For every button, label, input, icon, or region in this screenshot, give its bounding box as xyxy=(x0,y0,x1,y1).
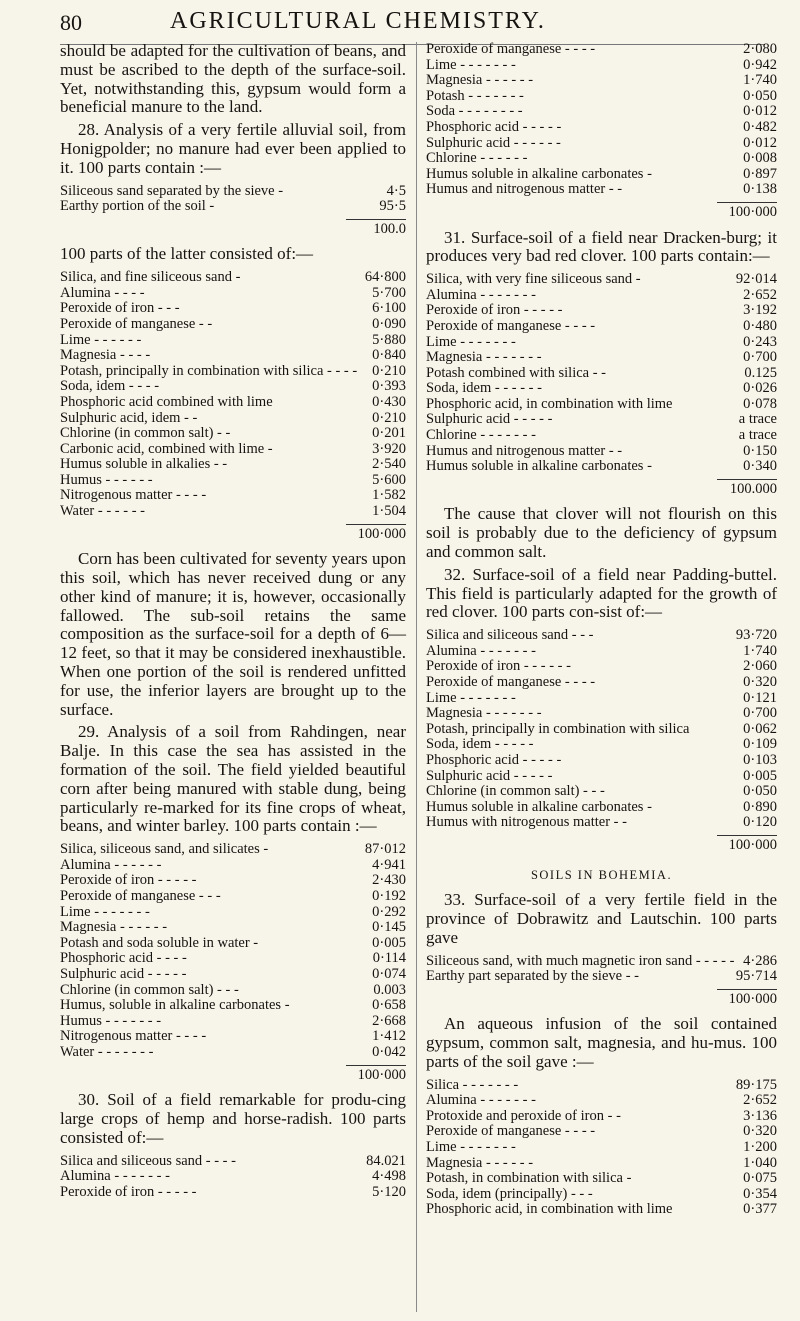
row-value: 2·060 xyxy=(743,658,777,675)
table-row xyxy=(426,691,777,707)
row-value: 95·714 xyxy=(735,968,777,985)
row-value: 0·120 xyxy=(743,814,777,831)
row-value: 4·941 xyxy=(372,856,406,873)
row-value: 0·292 xyxy=(372,903,406,920)
row-value: 0·393 xyxy=(372,378,406,395)
table-row xyxy=(60,873,406,889)
row-value: 1·412 xyxy=(372,1028,406,1045)
row-value: 0·121 xyxy=(743,689,777,706)
total-rule xyxy=(346,1065,406,1066)
table-row xyxy=(426,303,777,319)
row-value: 0·012 xyxy=(743,134,777,151)
row-value: 0·320 xyxy=(743,674,777,690)
row-value: 0·042 xyxy=(372,1043,406,1060)
row-label: Nitrogenous matter - - - - xyxy=(60,1029,207,1045)
total-rule xyxy=(717,989,777,990)
row-value: 2·430 xyxy=(372,872,406,889)
row-label: Peroxide of iron - - - - - xyxy=(60,873,197,889)
table-33b xyxy=(426,1078,777,1218)
table-33a xyxy=(426,954,777,985)
row-value: 2·080 xyxy=(743,41,777,57)
table-row xyxy=(426,969,777,985)
row-label: Humus with nitrogenous matter - - xyxy=(426,815,627,831)
row-label: Soda, idem - - - - - xyxy=(426,737,534,753)
row-label: Potash, in combination with silica - xyxy=(426,1171,632,1187)
row-label: Potash combined with silica - - xyxy=(426,365,607,381)
row-label: Water - - - - - - - xyxy=(60,1044,154,1060)
row-value: 0·026 xyxy=(743,380,777,397)
table-row xyxy=(426,182,777,198)
row-label: Silica and siliceous sand - - - - xyxy=(60,1153,236,1169)
row-label: Alumina - - - - - - - xyxy=(426,1093,536,1109)
table-row xyxy=(60,317,406,333)
table-row xyxy=(60,442,406,458)
row-label: Peroxide of manganese - - - - xyxy=(426,318,596,334)
table-row xyxy=(426,722,777,738)
table-row xyxy=(60,184,406,200)
table-row xyxy=(426,1156,777,1172)
row-label: Peroxide of iron - - - - - xyxy=(60,1184,197,1200)
row-label: Humus and nitrogenous matter - - xyxy=(426,182,623,198)
right-column xyxy=(426,42,777,1222)
row-label: Sulphuric acid - - - - - - xyxy=(426,135,561,151)
row-value: 5·880 xyxy=(372,331,406,348)
row-label: Lime - - - - - - - xyxy=(426,690,516,706)
row-label: Alumina - - - - xyxy=(60,285,145,301)
row-value: 0·243 xyxy=(743,333,777,350)
row-value: 0·377 xyxy=(743,1201,777,1218)
table-row xyxy=(426,954,777,970)
row-label: Magnesia - - - - - - xyxy=(426,73,534,89)
row-value: 0·201 xyxy=(372,425,406,442)
row-value: 64·800 xyxy=(364,269,406,286)
table-row xyxy=(60,1045,406,1061)
row-value: 0·050 xyxy=(743,87,777,104)
table-29-total: 100·000 xyxy=(357,1066,406,1083)
table-row xyxy=(426,800,777,816)
table-row xyxy=(426,675,777,691)
row-label: Lime - - - - - - xyxy=(60,332,142,348)
row-label: Humus and nitrogenous matter - - xyxy=(426,443,623,459)
table-row xyxy=(60,395,406,411)
table-row xyxy=(60,1154,406,1170)
row-value: 0·114 xyxy=(372,950,406,967)
row-value: 6·100 xyxy=(372,300,406,317)
row-label: Chlorine - - - - - - xyxy=(426,151,528,167)
table-row xyxy=(426,104,777,120)
row-label: Peroxide of iron - - - xyxy=(60,301,180,317)
row-value: 0·942 xyxy=(743,56,777,73)
row-label: Potash, principally in combination with silica - - - - xyxy=(60,363,358,379)
table-row xyxy=(60,379,406,395)
row-value: 0·090 xyxy=(372,315,406,332)
table-31 xyxy=(426,272,777,475)
row-value: 0·192 xyxy=(372,887,406,904)
row-value: 0·075 xyxy=(743,1170,777,1187)
row-value: 0·430 xyxy=(372,393,406,410)
table-row xyxy=(426,1187,777,1203)
paragraph-corn: Corn has been cultivated for seventy years upon this soil, which has never received dung or any other kind of manure; it is, however, occasionally fallowed. The sub-soil retains the same composition as the surface-soil for a depth of 6—12 feet, so that it may be considered inexhaustible. When one portion of the soil is rendered unfitted for use, the inferior layers are brought up to the surface. xyxy=(60,549,406,719)
table-row xyxy=(60,998,406,1014)
table-row xyxy=(60,301,406,317)
column-divider xyxy=(416,42,417,1312)
row-value: 93·720 xyxy=(735,627,777,644)
table-row xyxy=(60,286,406,302)
row-label: Magnesia - - - - - - - xyxy=(426,706,542,722)
row-value: 0·050 xyxy=(743,783,777,800)
table-row xyxy=(426,319,777,335)
row-value: 0·062 xyxy=(743,720,777,737)
table-row xyxy=(426,628,777,644)
row-label: Magnesia - - - - xyxy=(60,348,151,364)
table-32-total: 100·000 xyxy=(728,836,777,853)
row-value: 2·652 xyxy=(743,286,777,303)
table-row xyxy=(426,42,777,58)
row-value: 0·138 xyxy=(743,181,777,198)
row-label: Silica, siliceous sand, and silicates - xyxy=(60,842,269,858)
table-row xyxy=(426,412,777,428)
row-label: Alumina - - - - - - - xyxy=(426,643,536,659)
row-label: Water - - - - - - xyxy=(60,504,145,520)
row-label: Humus, soluble in alkaline carbonates - xyxy=(60,998,290,1014)
row-label: Silica - - - - - - - xyxy=(426,1077,519,1093)
row-label: Potash, principally in combination with silica xyxy=(426,721,690,737)
row-label: Alumina - - - - - - - xyxy=(60,1169,170,1185)
row-value: a trace xyxy=(738,427,777,444)
row-label: Silica and siliceous sand - - - xyxy=(426,628,594,644)
row-label: Alumina - - - - - - - xyxy=(426,287,536,303)
row-value: 0·890 xyxy=(743,798,777,815)
table-28a-total: 100.0 xyxy=(373,220,406,237)
row-label: Phosphoric acid - - - - - xyxy=(426,119,562,135)
row-value: 0·700 xyxy=(743,349,777,366)
total-rule xyxy=(717,202,777,203)
row-value: 0·008 xyxy=(743,150,777,167)
paragraph-29: 29. Analysis of a soil from Rahdingen, near Balje. In this case the sea has assisted in the formation of the soil. The field yielded beautiful corn after being manured with stable dung, being particularly re-marked for its fine crops of wheat, beans, and winter barley. 100 parts contain :— xyxy=(60,722,406,836)
table-33a-total: 100·000 xyxy=(728,990,777,1007)
row-value: 1·504 xyxy=(372,503,406,520)
row-label: Protoxide and peroxide of iron - - xyxy=(426,1108,621,1124)
row-value: 0·078 xyxy=(743,395,777,412)
table-row xyxy=(60,333,406,349)
row-label: Magnesia - - - - - - - xyxy=(426,350,542,366)
table-row xyxy=(426,1093,777,1109)
row-value: 0·074 xyxy=(372,965,406,982)
row-value: 1·740 xyxy=(743,642,777,659)
table-28a xyxy=(60,184,406,215)
row-label: Nitrogenous matter - - - - xyxy=(60,488,207,504)
row-label: Chlorine (in common salt) - - xyxy=(60,426,231,442)
table-row xyxy=(426,366,777,382)
paragraph-intro: should be adapted for the cultivation of beans, and must be ascribed to the depth of the surface-soil. Yet, notwithstanding this, gypsum would form a beneficial manure to the land. xyxy=(60,41,406,117)
row-label: Siliceous sand, with much magnetic iron sand - - - - - xyxy=(426,953,735,969)
table-row xyxy=(60,951,406,967)
row-label: Humus soluble in alkalies - - xyxy=(60,457,228,473)
table-row xyxy=(426,350,777,366)
table-row xyxy=(60,270,406,286)
row-label: Lime - - - - - - - xyxy=(426,334,516,350)
row-label: Phosphoric acid - - - - xyxy=(60,951,187,967)
table-28b xyxy=(60,270,406,520)
row-value: 4·498 xyxy=(372,1168,406,1185)
row-value: a trace xyxy=(738,411,777,428)
table-row xyxy=(60,1014,406,1030)
row-value: 87·012 xyxy=(364,841,406,858)
row-value: 1·200 xyxy=(743,1139,777,1156)
table-row xyxy=(426,120,777,136)
table-row xyxy=(426,381,777,397)
table-row xyxy=(60,473,406,489)
table-row xyxy=(426,1171,777,1187)
row-value: 0·658 xyxy=(372,997,406,1014)
table-row xyxy=(60,936,406,952)
row-value: 0·145 xyxy=(372,919,406,936)
table-row xyxy=(60,199,406,215)
total-rule xyxy=(717,479,777,480)
table-row xyxy=(426,784,777,800)
total-rule xyxy=(346,219,406,220)
paragraph-33b: An aqueous infusion of the soil contained gypsum, common salt, magnesia, and hu-mus. 100 parts of the soil gave :— xyxy=(426,1014,777,1071)
table-row xyxy=(426,644,777,660)
table-row xyxy=(60,967,406,983)
row-label: Sulphuric acid, idem - - xyxy=(60,410,198,426)
table-30a xyxy=(60,1154,406,1201)
page-number: 80 xyxy=(60,10,82,35)
table-row xyxy=(426,1124,777,1140)
table-row xyxy=(60,348,406,364)
table-row xyxy=(60,364,406,380)
row-label: Silica, and fine siliceous sand - xyxy=(60,270,241,286)
table-31-total: 100.000 xyxy=(729,480,777,497)
row-value: 2·540 xyxy=(372,456,406,473)
paragraph-clover: The cause that clover will not flourish on this soil is probably due to the deficiency of gypsum and common salt. xyxy=(426,504,777,562)
row-label: Peroxide of manganese - - xyxy=(60,316,213,332)
table-row xyxy=(426,706,777,722)
row-label: Sulphuric acid - - - - - xyxy=(60,966,187,982)
row-value: 5·700 xyxy=(372,284,406,301)
row-value: 0·320 xyxy=(743,1123,777,1140)
paragraph-28: 28. Analysis of a very fertile alluvial soil, from Honigpolder; no manure had ever been applied to it. 100 parts contain :— xyxy=(60,120,406,177)
row-label: Magnesia - - - - - - xyxy=(426,1155,534,1171)
table-row xyxy=(60,411,406,427)
table-row xyxy=(426,444,777,460)
row-value: 1·740 xyxy=(743,72,777,89)
row-value: 0.003 xyxy=(373,981,406,998)
row-label: Peroxide of iron - - - - - xyxy=(426,303,563,319)
row-label: Lime - - - - - - - xyxy=(426,57,516,73)
row-value: 0·340 xyxy=(743,458,777,475)
row-label: Humus - - - - - - xyxy=(60,472,153,488)
row-value: 0·103 xyxy=(743,751,777,768)
row-value: 0·109 xyxy=(743,736,777,753)
row-label: Chlorine - - - - - - - xyxy=(426,428,536,444)
table-row xyxy=(426,428,777,444)
row-label: Peroxide of iron - - - - - - xyxy=(426,659,571,675)
row-label: Peroxide of manganese - - - xyxy=(60,888,221,904)
row-value: 0·210 xyxy=(372,362,406,379)
table-row xyxy=(426,769,777,785)
row-label: Siliceous sand separated by the sieve - xyxy=(60,183,284,199)
row-value: 1·582 xyxy=(372,487,406,504)
row-value: 0·210 xyxy=(372,409,406,426)
row-value: 2·668 xyxy=(372,1012,406,1029)
row-value: 0·005 xyxy=(372,934,406,951)
table-row xyxy=(426,459,777,475)
row-label: Magnesia - - - - - - xyxy=(60,920,168,936)
table-row xyxy=(426,1202,777,1218)
table-row xyxy=(60,983,406,999)
row-value: 0·150 xyxy=(743,442,777,459)
row-value: 5·120 xyxy=(372,1183,406,1200)
table-row xyxy=(60,842,406,858)
row-value: 0·840 xyxy=(372,347,406,364)
row-value: 3·136 xyxy=(743,1107,777,1124)
table-row xyxy=(426,89,777,105)
row-value: 0·897 xyxy=(743,165,777,182)
row-label: Humus soluble in alkaline carbonates - xyxy=(426,799,652,815)
table-row xyxy=(426,397,777,413)
row-label: Alumina - - - - - - xyxy=(60,857,162,873)
table-30-total: 100·000 xyxy=(728,203,777,220)
table-row xyxy=(426,1140,777,1156)
table-row xyxy=(426,737,777,753)
table-29 xyxy=(60,842,406,1060)
row-value: 0·482 xyxy=(743,118,777,135)
table-row xyxy=(426,167,777,183)
row-label: Humus soluble in alkaline carbonates - xyxy=(426,166,652,182)
section-heading: SOILS IN BOHEMIA. xyxy=(530,867,673,882)
row-label: Lime - - - - - - - xyxy=(426,1140,516,1156)
paragraph-30: 30. Soil of a field remarkable for produ-cing large crops of hemp and horse-radish. 100 parts consisted of:— xyxy=(60,1090,406,1147)
table-row xyxy=(426,659,777,675)
table-32 xyxy=(426,628,777,831)
paragraph-32: 32. Surface-soil of a field near Padding-buttel. This field is particularly adapted for the growth of red clover. 100 parts con-sist of:— xyxy=(426,564,777,622)
table-row xyxy=(60,504,406,520)
table-row xyxy=(426,58,777,74)
row-label: Silica, with very fine siliceous sand - xyxy=(426,272,641,288)
paragraph-31: 31. Surface-soil of a field near Dracken-burg; it produces very bad red clover. 100 parts contain:— xyxy=(426,227,777,266)
row-label: Soda - - - - - - - - xyxy=(426,104,523,120)
table-row xyxy=(426,136,777,152)
row-label: Potash - - - - - - - xyxy=(426,88,524,104)
table-row xyxy=(426,815,777,831)
table-row xyxy=(60,905,406,921)
table-row xyxy=(426,272,777,288)
row-value: 3·920 xyxy=(372,440,406,457)
row-value: 92·014 xyxy=(735,271,777,288)
table-row xyxy=(60,858,406,874)
row-value: 4·286 xyxy=(743,952,777,969)
row-value: 4·5 xyxy=(386,182,406,199)
total-rule xyxy=(346,524,406,525)
table-28b-total: 100·000 xyxy=(357,525,406,542)
running-head-title: AGRICULTURAL CHEMISTRY. xyxy=(170,8,546,34)
row-label: Soda, idem (principally) - - - xyxy=(426,1186,593,1202)
table-row xyxy=(426,288,777,304)
row-label: Potash and soda soluble in water - xyxy=(60,935,259,951)
row-value: 0.125 xyxy=(744,364,777,381)
row-label: Peroxide of manganese - - - - xyxy=(426,675,596,690)
row-value: 2·652 xyxy=(743,1092,777,1109)
left-column xyxy=(60,42,406,1204)
running-header xyxy=(60,6,765,45)
row-value: 0·012 xyxy=(743,103,777,120)
table-row xyxy=(426,73,777,89)
table-row xyxy=(60,1169,406,1185)
table-row xyxy=(60,920,406,936)
paragraph-28b: 100 parts of the latter consisted of:— xyxy=(60,244,314,264)
row-label: Sulphuric acid - - - - - xyxy=(426,412,553,428)
row-label: Phosphoric acid - - - - - xyxy=(426,752,562,768)
row-label: Lime - - - - - - - xyxy=(60,904,150,920)
total-rule xyxy=(717,835,777,836)
row-label: Phosphoric acid combined with lime xyxy=(60,394,273,410)
row-value: 5·600 xyxy=(372,471,406,488)
row-label: Earthy portion of the soil - xyxy=(60,199,215,215)
table-row xyxy=(426,1109,777,1125)
table-row xyxy=(426,1078,777,1094)
row-label: Earthy part separated by the sieve - - xyxy=(426,969,639,985)
table-30b xyxy=(426,42,777,198)
row-value: 0·700 xyxy=(743,705,777,722)
row-label: Peroxide of manganese - - - - xyxy=(426,1124,596,1140)
row-label: Chlorine (in common salt) - - - xyxy=(60,982,239,998)
row-value: 89·175 xyxy=(735,1076,777,1093)
row-value: 84.021 xyxy=(366,1152,406,1169)
row-label: Soda, idem - - - - xyxy=(60,379,160,395)
row-label: Humus soluble in alkaline carbonates - xyxy=(426,459,652,475)
row-label: Humus - - - - - - - xyxy=(60,1013,162,1029)
paragraph-33: 33. Surface-soil of a very fertile field in the province of Dobrawitz and Lautschin. 100 parts gave xyxy=(426,890,777,947)
row-value: 0·354 xyxy=(743,1185,777,1202)
table-row xyxy=(60,426,406,442)
table-row xyxy=(60,488,406,504)
table-row xyxy=(426,151,777,167)
row-value: 0·480 xyxy=(743,317,777,334)
row-label: Chlorine (in common salt) - - - xyxy=(426,784,605,800)
row-label: Phosphoric acid, in combination with lime xyxy=(426,1202,673,1218)
row-label: Phosphoric acid, in combination with lime xyxy=(426,396,673,412)
row-label: Carbonic acid, combined with lime - xyxy=(60,441,273,457)
row-label: Peroxide of manganese - - - - xyxy=(426,42,596,57)
table-row xyxy=(426,335,777,351)
row-value: 95·5 xyxy=(379,198,406,215)
table-row xyxy=(426,753,777,769)
row-value: 0·005 xyxy=(743,767,777,784)
row-value: 3·192 xyxy=(743,302,777,319)
row-value: 1·040 xyxy=(743,1154,777,1171)
row-label: Soda, idem - - - - - - xyxy=(426,381,542,397)
table-row xyxy=(60,1029,406,1045)
table-row xyxy=(60,1185,406,1201)
row-label: Sulphuric acid - - - - - xyxy=(426,768,553,784)
table-row xyxy=(60,457,406,473)
table-row xyxy=(60,889,406,905)
